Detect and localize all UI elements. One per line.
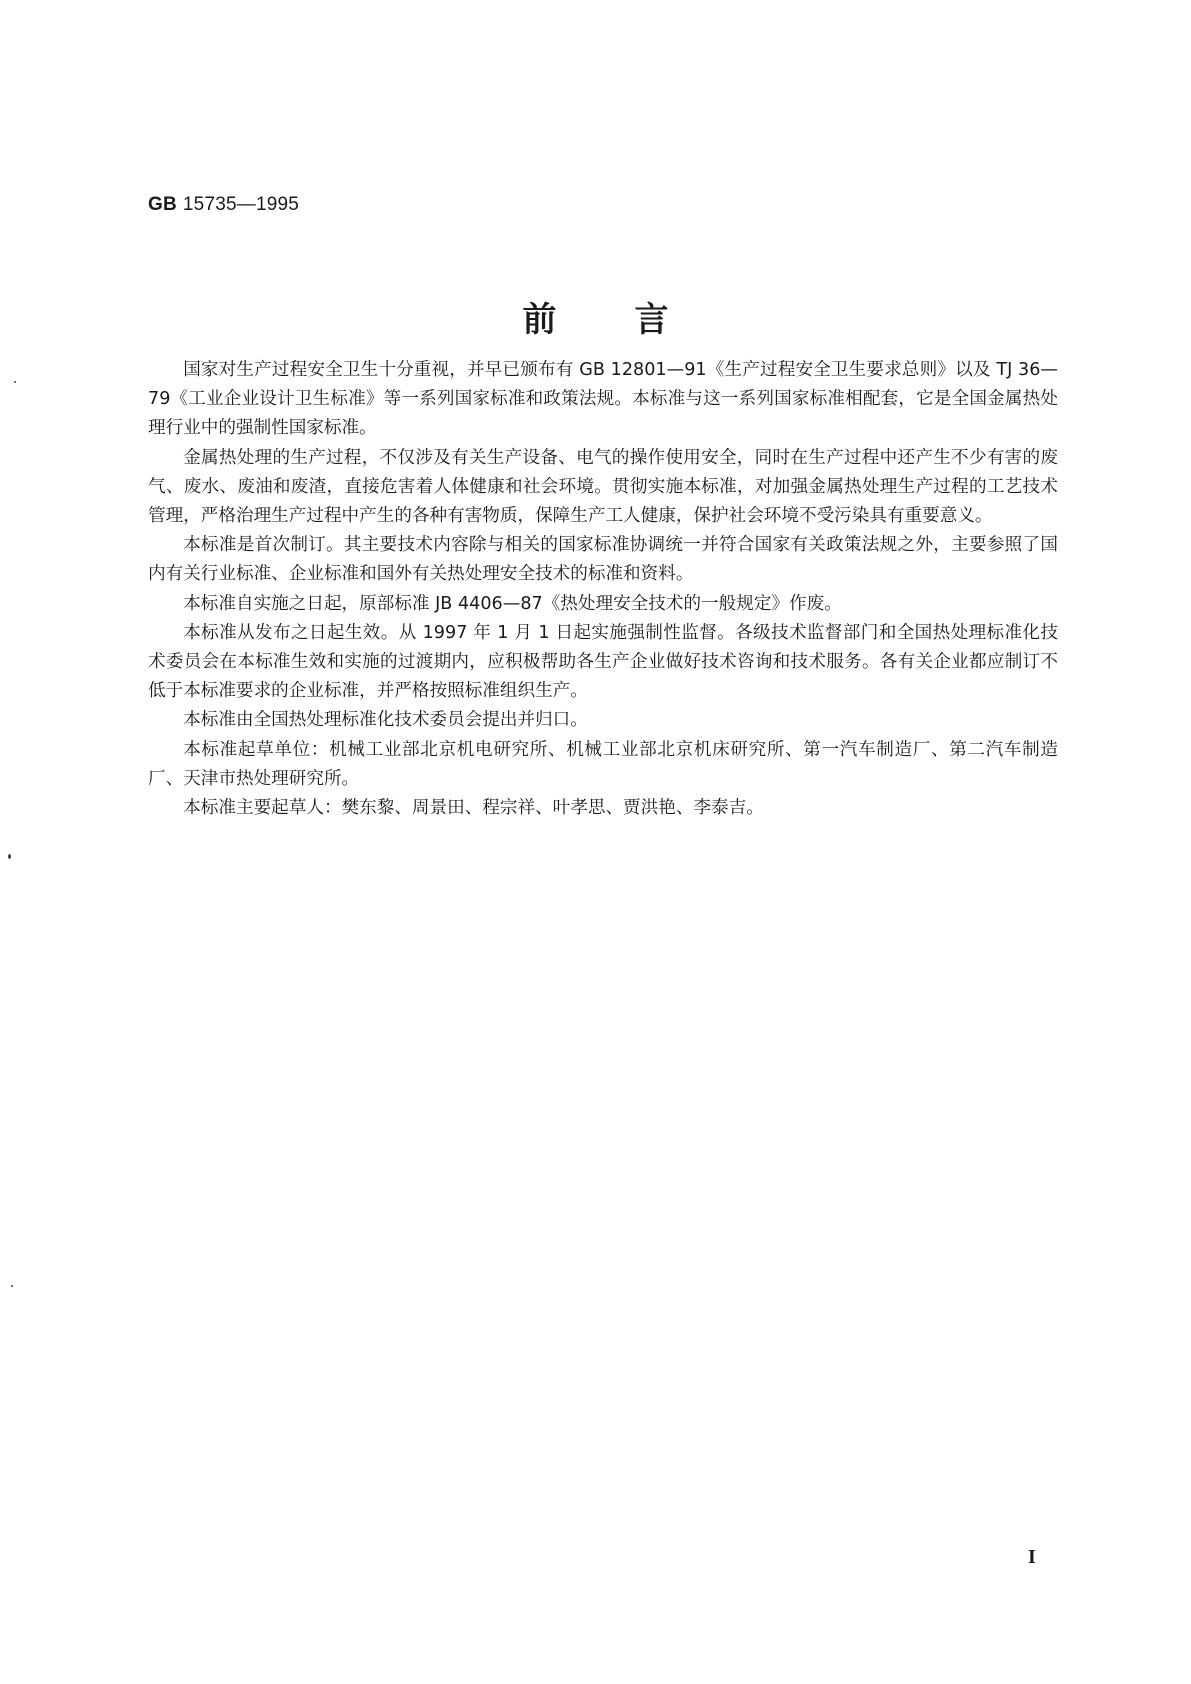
standard-code-prefix: GB xyxy=(148,194,177,215)
title-char: 言 xyxy=(634,300,669,340)
paragraph: 本标准主要起草人：樊东黎、周景田、程宗祥、叶孝思、贾洪艳、李泰吉。 xyxy=(183,798,764,819)
paragraph: 本标准是首次制订。其主要技术内容除与相关的国家标准协调统一并符合国家有关政策法规之外，主要参照了国内有关行业标准、企业标准和国外有关热处理安全技术的标准和资料。 xyxy=(148,535,1058,585)
page-number: I xyxy=(1028,1546,1036,1568)
scan-speck xyxy=(14,381,16,383)
page-title xyxy=(0,292,1191,341)
standard-code-number: 15735—1995 xyxy=(182,194,300,215)
scan-speck xyxy=(11,1285,13,1287)
paragraph: 本标准自实施之日起，原部标准 JB 4406—87《热处理安全技术的一般规定》作废。 xyxy=(183,593,842,614)
scan-speck xyxy=(8,854,11,859)
paragraph: 金属热处理的生产过程，不仅涉及有关生产设备、电气的操作使用安全，同时在生产过程中还产生不少有害的废气、废水、废油和废渣，直接危害着人体健康和社会环境。贯彻实施本标准，对加强金属热处理生产过程的工艺技术管理，严格治理生产过程中产生的各种有害物质，保障生产工人健康，保护社会环境不受污染具有重要意义。 xyxy=(148,447,1058,527)
title-char: 前 xyxy=(522,300,557,340)
foreword-body xyxy=(148,356,1058,823)
standard-code xyxy=(148,194,299,216)
paragraph: 国家对生产过程安全卫生十分重视，并早已颁布有 GB 12801—91《生产过程安全卫生要求总则》以及 TJ 36—79《工业企业设计卫生标准》等一系列国家标准和政策法规。本标准与这一系列国家标准相配套，它是全国金属热处理行业中的强制性国家标准。 xyxy=(148,360,1058,439)
paragraph: 本标准由全国热处理标准化技术委员会提出并归口。 xyxy=(183,710,588,731)
paragraph: 本标准从发布之日起生效。从 1997 年 1 月 1 日起实施强制性监督。各级技术监督部门和全国热处理标准化技术委员会在本标准生效和实施的过渡期内，应积极帮助各生产企业做好技术咨询和技术服务。各有关企业都应制订不低于本标准要求的企业标准，并严格按照标准组织生产。 xyxy=(148,622,1058,702)
paragraph: 本标准起草单位：机械工业部北京机电研究所、机械工业部北京机床研究所、第一汽车制造厂、第二汽车制造厂、天津市热处理研究所。 xyxy=(148,739,1058,789)
